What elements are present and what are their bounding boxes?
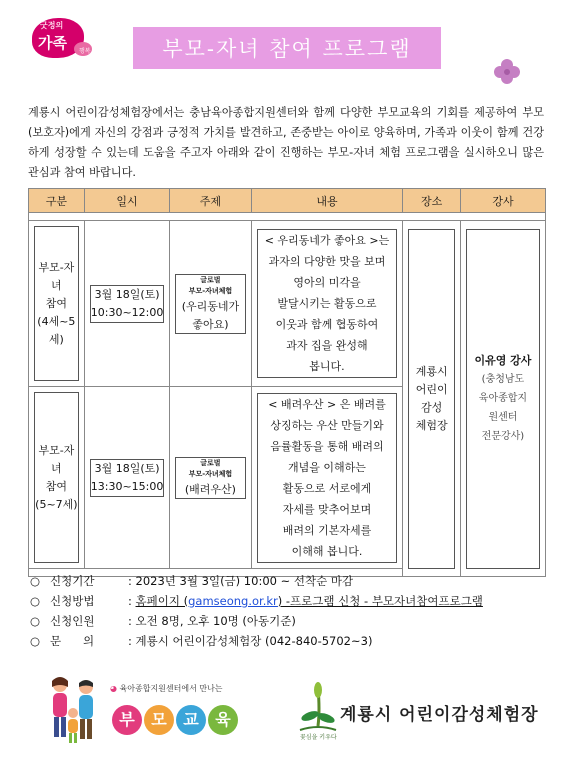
info-separator: : [128,594,136,608]
instructor-affiliation-line: (충청남도 [481,373,525,385]
title-banner [133,27,441,69]
time-line: 10:30~12:00 [90,305,164,319]
application-info [30,571,483,651]
content-line: 이웃과 함께 협동하여 [275,318,379,331]
family-logo [30,12,98,58]
program-table [28,188,546,577]
circle-bullet-icon: ○ [30,614,41,628]
page-title: 부모-자녀 참여 프로그램 [162,37,412,61]
table-row [29,221,546,387]
content-line: 배려의 기본자세를 [282,523,372,537]
tile-yuk: 육 [208,705,238,735]
content-line: 영아의 미각을 [293,276,361,289]
topic-main-line: (배려우산) [184,482,236,496]
content-line: 과자 집을 완성해 [286,339,368,352]
place-cell [408,229,454,569]
header-category: 구분 [29,189,85,213]
info-value-post: ) -프로그램 신청 - 부모자녀참여프로그램 [277,594,483,608]
content-line: 상징하는 우산 만들기와 [270,418,384,432]
content-line: 이해해 봅니다. [291,544,363,558]
topic-sub-line: 글로벌 [200,458,221,467]
instructor-affiliation-line: 원센터 [488,411,518,423]
content-line: 자세를 맞추어보며 [282,502,372,516]
content-cell [257,393,398,563]
circle-bullet-icon: ○ [30,594,41,608]
topic-sub-line: 글로벌 [200,275,221,284]
instructor-affiliation-line: 전문강사) [481,430,525,442]
center-logo [296,680,539,750]
content-line: 음률활동을 통해 배려의 [270,439,384,453]
tile-gyo: 교 [176,705,206,735]
content-line: < 배려우산 > 은 배려를 [268,397,386,411]
category-line: (5~7세) [35,497,78,511]
place-line: 어린이 [415,382,448,396]
date-cell [90,459,165,497]
homepage-link[interactable]: gamseong.or.kr [188,594,278,608]
category-line: 부모-자녀 [38,260,75,292]
info-value [136,591,483,611]
info-value: 오전 8명, 오후 10명 (아동기준) [135,614,296,628]
intro-paragraph: 계룡시 어린이감성체험장에서는 충남육아종합지원센터와 함께 다양한 부모교육의 기회를 제공하여 부모(보호자)에게 자신의 강점과 긍정적 가치를 발견하고, 존중받는 아이로 양육하며, 가족과 이웃이 함께 건강하게 성장할 수 있는데 도움을 주고자 아래와 같이 진행하는 부모-자녀 체험 프로그램을 실시하오니 많은 관심과 참여 바랍니다. [28,106,544,179]
category-line: 부모-자녀 [38,443,75,475]
category-line: 참여 [45,296,67,310]
logo-mark-icon: ◕ [110,684,117,693]
info-label: 신청기간 [50,574,95,588]
instructor-affiliation-line: 육아종합지 [478,392,528,404]
parent-education-caption [110,683,223,694]
parent-education-tiles [112,705,240,735]
content-line: < 우리동네가 좋아요 >는 [264,234,390,247]
family-illustration-icon [46,675,104,745]
topic-cell [175,274,245,334]
tile-bu: 부 [112,705,142,735]
content-cell [257,229,398,378]
content-line: 발달시키는 활동으로 [277,297,377,310]
instructor-cell [466,229,540,569]
info-label: 문 의 [50,634,95,648]
parent-education-logo [46,675,256,745]
place-line: 감성 [421,400,443,414]
header-instructor: 강사 [460,189,545,213]
circle-bullet-icon: ○ [30,634,41,648]
category-cell [34,226,79,381]
clover-icon [493,58,521,86]
topic-cell [175,457,245,499]
circle-bullet-icon: ○ [30,574,41,588]
category-cell [34,392,79,563]
list-item [30,631,483,651]
content-line: 과자의 다양한 맛을 보며 [268,255,386,268]
category-line: (4세~5세) [37,314,76,346]
date-cell [90,285,165,323]
info-separator: : [128,574,136,588]
logo-tiny-text: 행복 [79,48,91,55]
table-header-row [29,189,546,213]
header-topic: 주제 [170,189,251,213]
topic-main-line: 좋아요) [192,317,229,331]
place-line: 체험장 [415,418,448,432]
list-item [30,591,483,611]
info-separator: : [128,614,136,628]
category-line: 참여 [45,479,67,493]
list-item [30,611,483,631]
caption-text: 육아종합지원센터에서 만나는 [119,684,223,693]
header-date: 일시 [84,189,170,213]
logo-big-text: 가족 [38,34,67,52]
info-value: 2023년 3월 3일(금) 10:00 ~ 선착순 마감 [135,574,354,588]
info-label: 신청방법 [50,594,95,608]
tile-mo: 모 [144,705,174,735]
header-place: 장소 [403,189,460,213]
info-value: 계룡시 어린이감성체험장 (042-840-5702~3) [135,634,373,648]
content-line: 활동으로 서로에게 [282,481,372,495]
instructor-name: 이유영 강사 [474,353,532,367]
info-separator: : [128,634,136,648]
topic-main-line: (우리동네가 [181,299,240,313]
topic-sub-line: 부모-자녀체험 [188,286,233,295]
content-line: 개념을 이해하는 [288,460,366,474]
date-line: 3월 18일(토) [94,287,160,301]
center-name-text: 계룡시 어린이감성체험장 [340,705,539,725]
time-line: 13:30~15:00 [90,479,164,493]
date-line: 3월 18일(토) [94,461,160,475]
topic-sub-line: 부모-자녀체험 [188,469,233,478]
header-content: 내용 [251,189,403,213]
place-line: 계룡시 [415,364,448,378]
info-label: 신청인원 [50,614,95,628]
logo-small-text: 굿정의 [40,21,64,30]
info-value-pre: 홈페이지 ( [135,594,189,608]
content-line: 봅니다. [309,360,345,373]
center-slogan: 꽃심을 키우다 [300,734,337,741]
list-item [30,571,483,591]
